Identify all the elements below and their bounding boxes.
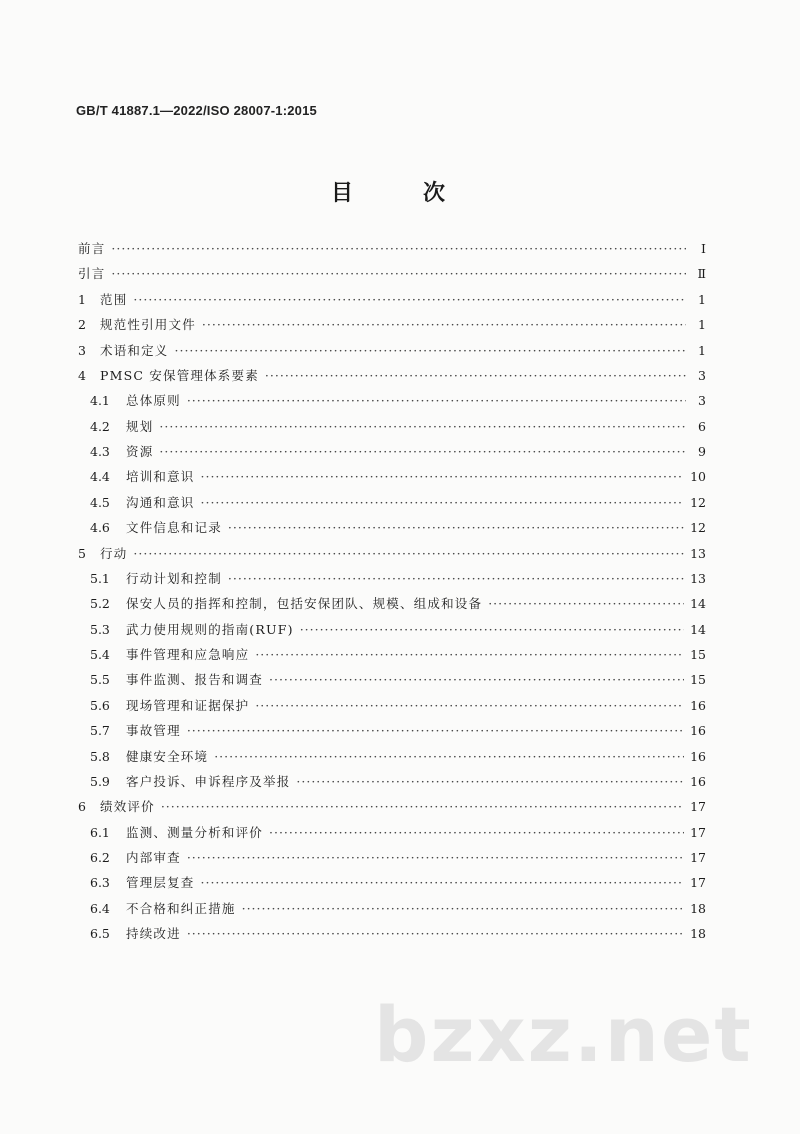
toc-leader-dots (242, 896, 684, 921)
toc-entry-label: 保安人员的指挥和控制，包括安保团队、规模、组成和设备 (126, 596, 483, 612)
toc-entry-number: 1 (78, 291, 86, 307)
toc-entry-page: 15 (690, 647, 706, 662)
toc-entry-page: 1 (698, 342, 706, 358)
toc-entry[interactable] (78, 870, 706, 895)
toc-entry-label: 培训和意识 (126, 469, 195, 485)
toc-entry-page: 16 (690, 697, 706, 713)
toc-entry-label: 资源 (126, 444, 154, 459)
toc-entry-label: 术语和定义 (100, 342, 169, 358)
toc-entry[interactable] (78, 820, 706, 845)
toc-leader-dots (296, 769, 684, 794)
toc-entry[interactable] (78, 261, 706, 286)
toc-entry[interactable] (78, 363, 706, 388)
toc-entry-page: 3 (698, 367, 706, 383)
toc-leader-dots (255, 693, 684, 718)
toc-entry[interactable] (78, 896, 706, 921)
toc-entry-label: 武力使用规则的指南(RUF) (126, 621, 294, 637)
toc-leader-dots (111, 236, 686, 261)
toc-entry-page: 17 (690, 875, 706, 891)
toc-entry-label: 文件信息和记录 (126, 520, 222, 536)
toc-entry-label: 行动计划和控制 (126, 570, 222, 586)
toc-entry[interactable] (78, 794, 706, 819)
toc-entry-label: 不合格和纠正措施 (126, 900, 236, 916)
toc-entry-page: 17 (690, 824, 706, 840)
toc-entry-label: 行动 (100, 545, 128, 561)
toc-entry-page: 17 (690, 799, 706, 815)
toc-entry-page: 14 (690, 596, 706, 612)
toc-entry-label: 管理层复查 (126, 875, 195, 891)
toc-entry-number: 4.3 (90, 444, 110, 459)
toc-leader-dots (187, 845, 684, 870)
toc-leader-dots (111, 261, 686, 286)
toc-entry[interactable] (78, 338, 706, 363)
toc-entry-number: 5.2 (90, 596, 110, 612)
toc-leader-dots (201, 490, 685, 515)
toc-entry-label: 健康安全环境 (126, 748, 209, 764)
toc-entry-page: 6 (698, 418, 706, 434)
toc-entry-page: 12 (690, 520, 706, 536)
toc-entry-number: 5.7 (90, 723, 110, 739)
toc-entry-number: 5.8 (90, 748, 110, 764)
toc-entry-label: 事件管理和应急响应 (126, 647, 250, 662)
toc-leader-dots (175, 338, 686, 363)
toc-entry[interactable] (78, 464, 706, 489)
toc-entry-label: 前言 (78, 241, 106, 256)
toc-entry-label: 规划 (126, 418, 154, 434)
toc-entry[interactable] (78, 312, 706, 337)
toc-entry-page: Ⅰ (701, 241, 706, 256)
toc-entry-page: 16 (690, 748, 706, 764)
toc-entry-label: 沟通和意识 (126, 494, 195, 510)
toc-entry-label: 内部审查 (126, 850, 181, 865)
toc-entry-number: 6 (78, 799, 86, 815)
toc-leader-dots (187, 388, 686, 413)
toc-entry-page: 10 (690, 469, 706, 485)
toc-entry-number: 4.4 (90, 469, 110, 485)
toc-entry[interactable] (78, 236, 706, 261)
toc-entry[interactable] (78, 693, 706, 718)
watermark-logo: bzxz.net (374, 990, 753, 1079)
toc-leader-dots (201, 870, 685, 895)
toc-entry-number: 5 (78, 545, 86, 561)
toc-entry-label: 客户投诉、申诉程序及举报 (126, 773, 291, 789)
toc-entry-number: 6.1 (90, 824, 110, 840)
toc-entry-number: 6.2 (90, 850, 110, 865)
toc-entry-label: 总体原则 (126, 393, 181, 409)
toc-entry-label: 规范性引用文件 (100, 317, 196, 333)
toc-entry[interactable] (78, 388, 706, 413)
toc-entry-label: PMSC 安保管理体系要素 (100, 367, 259, 383)
toc-leader-dots (133, 541, 684, 566)
toc-entry[interactable] (78, 414, 706, 439)
toc-entry-number: 4.5 (90, 494, 110, 510)
toc-leader-dots (159, 439, 686, 464)
toc-entry-number: 6.4 (90, 900, 110, 916)
toc-entry-page: 18 (690, 926, 706, 942)
table-of-contents (78, 236, 706, 947)
toc-entry[interactable] (78, 718, 706, 743)
toc-title: 目 次 (330, 180, 469, 206)
toc-leader-dots (159, 414, 686, 439)
toc-entry-label: 范围 (100, 291, 128, 307)
toc-entry[interactable] (78, 845, 706, 870)
toc-entry-page: 13 (690, 545, 706, 561)
toc-entry[interactable] (78, 566, 706, 591)
toc-entry-number: 4 (78, 367, 86, 383)
toc-leader-dots (269, 667, 684, 692)
toc-entry-page: 16 (690, 773, 706, 789)
standard-number-header: GB/T 41887.1—2022/ISO 28007-1:2015 (76, 103, 317, 118)
toc-entry-number: 4.2 (90, 418, 110, 434)
toc-entry-number: 4.1 (90, 393, 110, 409)
toc-entry[interactable] (78, 287, 706, 312)
toc-entry-number: 5.6 (90, 697, 110, 713)
toc-leader-dots (187, 718, 684, 743)
toc-entry[interactable] (78, 642, 706, 667)
toc-leader-dots (201, 464, 685, 489)
toc-entry[interactable] (78, 769, 706, 794)
toc-entry[interactable] (78, 744, 706, 769)
toc-entry-number: 5.1 (90, 570, 110, 586)
toc-leader-dots (255, 642, 684, 667)
toc-entry-number: 6.5 (90, 926, 110, 942)
toc-entry-label: 引言 (78, 266, 106, 282)
toc-entry[interactable] (78, 515, 706, 540)
toc-entry-page: 15 (690, 672, 706, 688)
toc-entry-number: 6.3 (90, 875, 110, 891)
toc-entry-page: 9 (698, 444, 706, 459)
toc-leader-dots (161, 794, 684, 819)
toc-entry-number: 2 (78, 317, 86, 333)
toc-leader-dots (269, 820, 684, 845)
toc-entry-label: 事件监测、报告和调查 (126, 672, 264, 688)
toc-entry-page: 17 (690, 850, 706, 865)
toc-entry-number: 5.5 (90, 672, 110, 688)
toc-leader-dots (228, 515, 684, 540)
toc-leader-dots (265, 363, 686, 388)
toc-entry-label: 持续改进 (126, 926, 181, 942)
toc-entry[interactable] (78, 667, 706, 692)
toc-entry-page: 1 (698, 317, 706, 333)
toc-entry-label: 事故管理 (126, 723, 181, 739)
toc-entry-page: 3 (698, 393, 706, 409)
toc-entry[interactable] (78, 921, 706, 946)
toc-entry-number: 5.4 (90, 647, 110, 662)
toc-entry[interactable] (78, 541, 706, 566)
toc-entry[interactable] (78, 591, 706, 616)
toc-entry-page: 14 (690, 621, 706, 637)
toc-leader-dots (214, 744, 684, 769)
toc-leader-dots (133, 287, 686, 312)
toc-entry-number: 5.9 (90, 773, 110, 789)
toc-leader-dots (202, 312, 686, 337)
toc-entry[interactable] (78, 439, 706, 464)
toc-entry-label: 绩效评价 (100, 799, 155, 815)
toc-entry[interactable] (78, 490, 706, 515)
toc-entry-page: 12 (690, 494, 706, 510)
toc-leader-dots (187, 921, 684, 946)
toc-entry-number: 3 (78, 342, 86, 358)
toc-entry-page: 16 (690, 723, 706, 739)
toc-entry-page: 13 (690, 570, 706, 586)
toc-entry-number: 5.3 (90, 621, 110, 637)
toc-entry-page: Ⅱ (697, 266, 706, 282)
toc-entry-page: 1 (698, 291, 706, 307)
toc-entry[interactable] (78, 617, 706, 642)
toc-leader-dots (488, 591, 684, 616)
toc-entry-page: 18 (690, 900, 706, 916)
toc-entry-number: 4.6 (90, 520, 110, 536)
toc-entry-label: 监测、测量分析和评价 (126, 824, 264, 840)
toc-leader-dots (228, 566, 684, 591)
toc-entry-label: 现场管理和证据保护 (126, 697, 250, 713)
toc-leader-dots (300, 617, 684, 642)
